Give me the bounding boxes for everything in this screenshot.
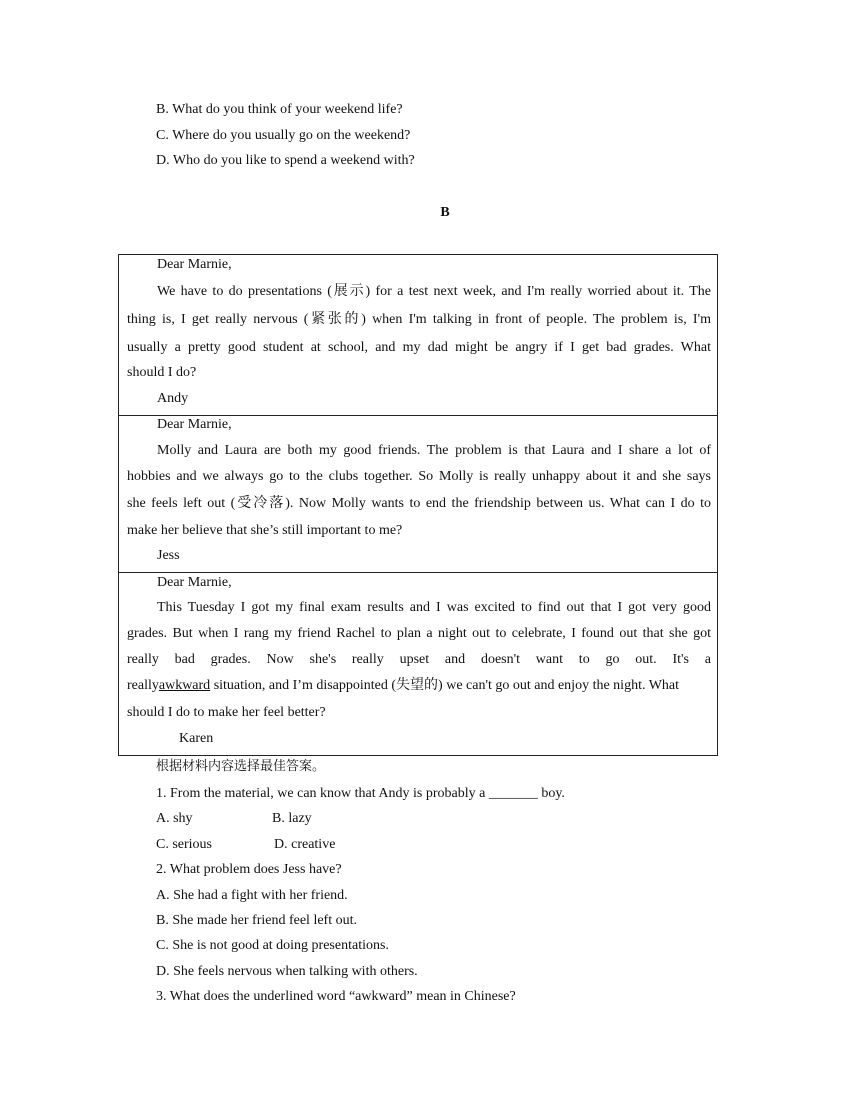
section-label: B (440, 205, 450, 220)
letter-line: Molly and Laura are both my good friends. The problem is that Laura and I share a lot of (157, 443, 711, 458)
q2-option-a: A. She had a fight with her friend. (156, 888, 348, 903)
letter-line: We have to do presentations (展示) for a test next week, and I'm really worried about it. The (157, 284, 711, 299)
letter-line: thing is, I get really nervous (紧张的) when I'm talking in front of people. The problem is, I'm (127, 312, 711, 327)
letter-line: should I do? (127, 365, 197, 380)
letter-line: make her believe that she’s still important to me? (127, 523, 403, 538)
underlined-word: awkward (158, 678, 211, 693)
option-b: B. What do you think of your weekend life? (156, 102, 403, 117)
letter-signature: Karen (179, 731, 214, 746)
letter-signature: Jess (157, 548, 180, 563)
letter-jess (118, 415, 718, 573)
instruction: 根据材料内容选择最佳答案。 (156, 759, 326, 774)
letter-line: usually a pretty good student at school, and my dad might be angry if I get bad grades. What (127, 340, 711, 355)
q2-option-c: C. She is not good at doing presentations. (156, 938, 389, 953)
q2-option-b: B. She made her friend feel left out. (156, 913, 357, 928)
question-1: 1. From the material, we can know that Andy is probably a _______ boy. (156, 786, 565, 801)
letter-line: grades. But when I rang my friend Rachel to plan a night out to celebrate, I found out that she got (127, 626, 711, 641)
letter-line: should I do to make her feel better? (127, 705, 326, 720)
letter-line: hobbies and we always go to the clubs together. So Molly is really unhappy about it and she says (127, 469, 711, 484)
letter-line: This Tuesday I got my final exam results and I was excited to find out that I got very good (157, 600, 711, 615)
letter-line: really bad grades. Now she's really upset and doesn't want to go out. It's a (127, 652, 711, 667)
question-2: 2. What problem does Jess have? (156, 862, 342, 877)
letter-text: situation, and I’m disappointed (失望的) we can't go out and enjoy the night. What (210, 678, 680, 693)
letter-karen (118, 572, 718, 756)
q1-option-b: B. lazy (272, 811, 312, 826)
letter-line: she feels left out (受冷落). Now Molly wants to end the friendship between us. What can I do to (127, 496, 711, 511)
q1-option-c: C. serious (156, 837, 212, 852)
letter-greeting: Dear Marnie, (157, 417, 232, 432)
q2-option-d: D. She feels nervous when talking with others. (156, 964, 418, 979)
letter-line (127, 677, 711, 695)
letter-greeting: Dear Marnie, (157, 575, 232, 590)
letter-greeting: Dear Marnie, (157, 257, 232, 272)
option-d: D. Who do you like to spend a weekend with? (156, 153, 415, 168)
q1-option-d: D. creative (274, 837, 336, 852)
letter-andy (118, 254, 718, 416)
q1-option-a: A. shy (156, 811, 193, 826)
option-c: C. Where do you usually go on the weekend? (156, 128, 411, 143)
letter-signature: Andy (157, 391, 189, 406)
question-3: 3. What does the underlined word “awkward” mean in Chinese? (156, 989, 516, 1004)
letter-text: really (127, 678, 159, 693)
